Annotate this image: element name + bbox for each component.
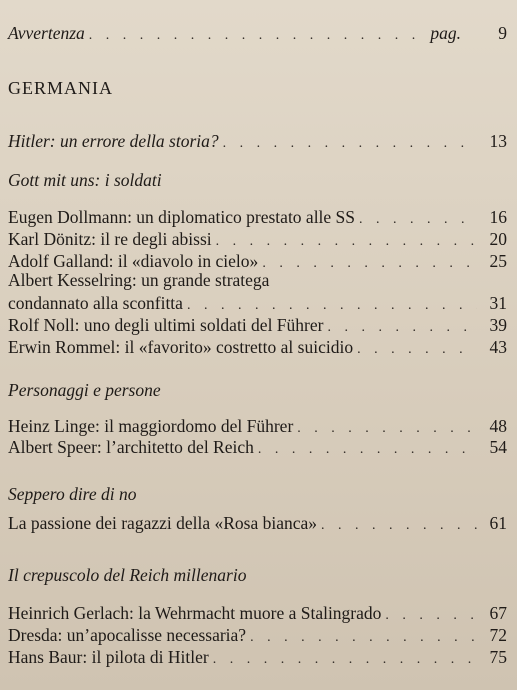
- page-label: pag.: [430, 23, 461, 43]
- page-number: 13: [489, 131, 507, 151]
- page-number: 25: [489, 251, 507, 271]
- page-number: 9: [498, 23, 507, 43]
- entry-title: Heinz Linge: il maggiordomo del Führer: [8, 416, 294, 436]
- page-number: 16: [489, 207, 507, 227]
- entry-title: Rolf Noll: uno degli ultimi soldati del Führer: [8, 315, 324, 335]
- entry-title: Albert Speer: l’architetto del Reich: [8, 437, 254, 457]
- toc-entry-avvertenza: [8, 22, 507, 47]
- dot-leader: [89, 25, 427, 47]
- section-heading: Gott mit uns: i soldati: [8, 170, 162, 190]
- page-number: 43: [489, 337, 507, 357]
- page-number: 61: [489, 513, 507, 533]
- section-heading: Il crepuscolo del Reich millenario: [8, 565, 247, 585]
- page-number: 20: [489, 229, 507, 249]
- entry-title: Hans Baur: il pilota di Hitler: [8, 647, 209, 667]
- entry-title: Eugen Dollmann: un diplomatico prestato alle SS: [8, 207, 356, 227]
- dot-leader: [357, 339, 477, 361]
- entry-title-line1: Albert Kesselring: un grande stratega: [8, 270, 270, 290]
- page-number: 67: [489, 603, 507, 623]
- dot-leader: [321, 515, 477, 537]
- page-number: 54: [489, 437, 507, 457]
- page-number: 48: [489, 416, 507, 436]
- dot-leader: [262, 253, 477, 275]
- entry-title: Adolf Galland: il «diavolo in cielo»: [8, 251, 259, 271]
- entry-title: La passione dei ragazzi della «Rosa bianca»: [8, 513, 318, 533]
- section-heading: Personaggi e persone: [8, 380, 161, 400]
- entry-title: condannato alla sconfitta: [8, 293, 183, 313]
- toc-entry: [8, 646, 507, 671]
- toc-entry-hitler: [8, 130, 507, 155]
- page-number: 39: [489, 315, 507, 335]
- entry-title: Karl Dönitz: il re degli abissi: [8, 229, 212, 249]
- dot-leader: [258, 439, 477, 461]
- entry-title: Dresda: un’apocalisse necessaria?: [8, 625, 247, 645]
- page-number: 75: [489, 647, 507, 667]
- section-heading: Seppero dire di no: [8, 484, 137, 504]
- entry-title: Avvertenza: [8, 23, 85, 43]
- toc-entry: [8, 512, 507, 537]
- part-title: GERMANIA: [8, 78, 113, 98]
- page-number: 72: [489, 625, 507, 645]
- entry-title: Erwin Rommel: il «favorito» costretto al suicidio: [8, 337, 354, 357]
- toc-entry: [8, 436, 507, 461]
- dot-leader: [223, 133, 477, 155]
- toc-entry: [8, 336, 507, 361]
- entry-title: Hitler: un errore della storia?: [8, 131, 219, 151]
- entry-title: Heinrich Gerlach: la Wehrmacht muore a Stalingrado: [8, 603, 382, 623]
- dot-leader: [213, 649, 477, 671]
- page-number: 31: [489, 293, 507, 313]
